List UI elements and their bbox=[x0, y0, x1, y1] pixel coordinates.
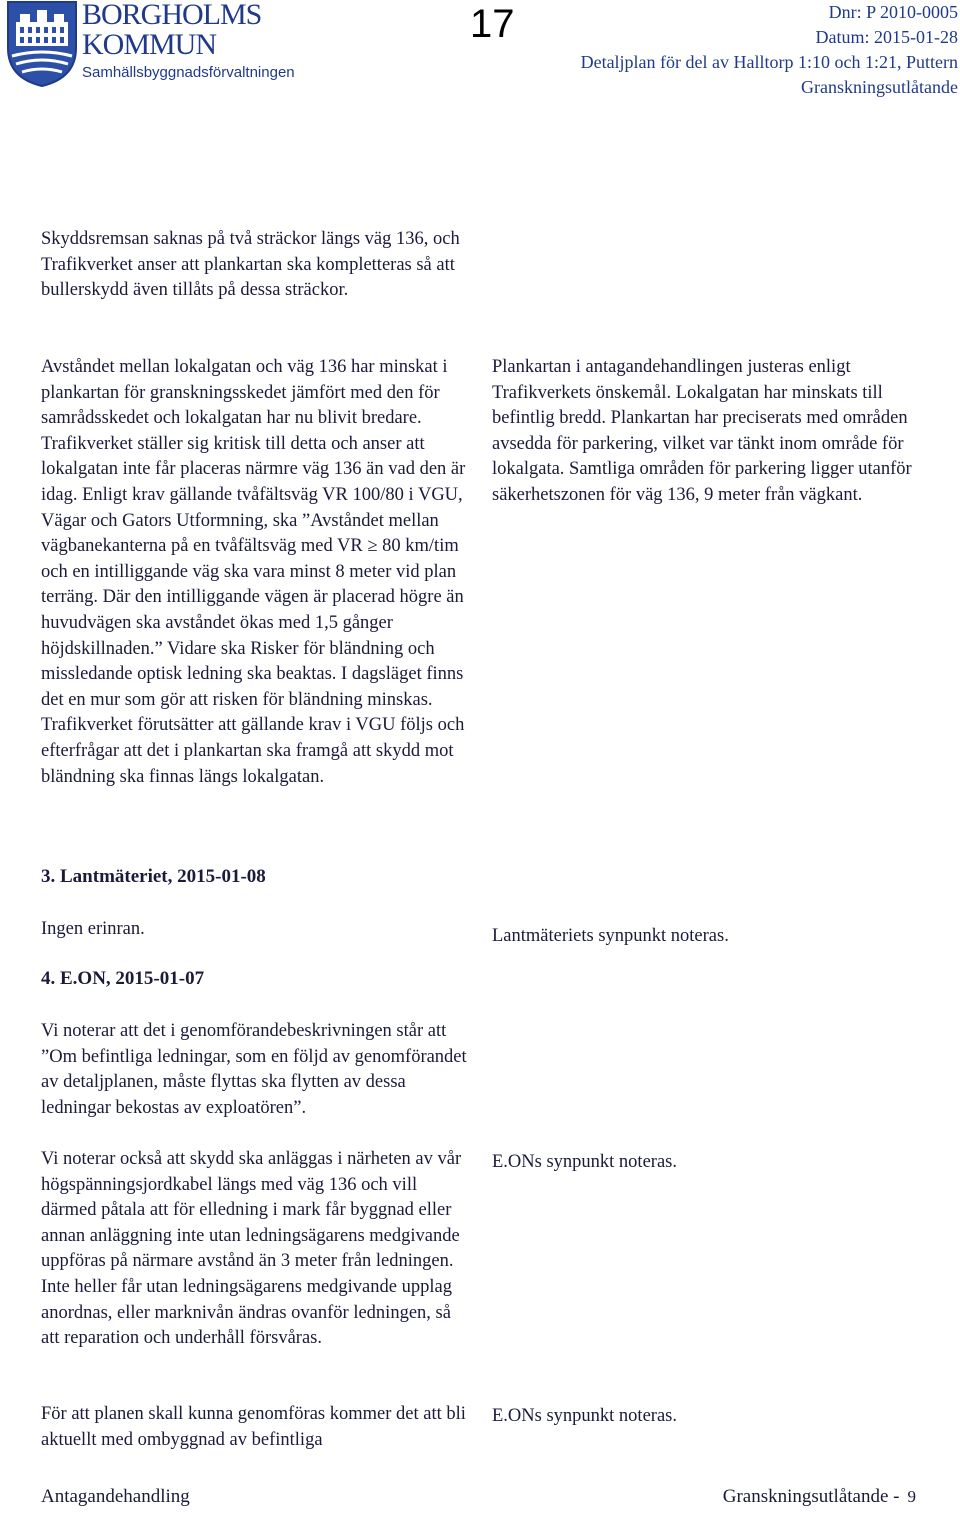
dnr: Dnr: P 2010-0005 bbox=[828, 2, 958, 22]
response-eon-2: E.ONs synpunkt noteras. bbox=[492, 1406, 677, 1426]
paragraph-ingen-erinran: Ingen erinran. bbox=[41, 919, 145, 939]
response-eon-1: E.ONs synpunkt noteras. bbox=[492, 1152, 677, 1172]
borgholm-logo bbox=[4, 0, 80, 88]
paragraph-eon-ledningar: Vi noterar att det i genomförandebeskrivningen står att ”Om befintliga ledningar, som en följd av genomförandet av detaljplanen, måste flyttas ska flytten av dessa ledningar bekostas av exploatören”. bbox=[41, 1021, 467, 1118]
organization-name bbox=[82, 0, 295, 81]
footer-doc-name bbox=[723, 1486, 916, 1508]
paragraph-eon-ombyggnad: För att planen skall kunna genomföras kommer det att bli aktuellt med ombyggnad av befintliga bbox=[41, 1404, 466, 1450]
footer-page-number: 9 bbox=[907, 1487, 916, 1506]
org-line-1: BORGHOLMS bbox=[82, 0, 262, 31]
heading-eon: 4. E.ON, 2015-01-07 bbox=[41, 968, 205, 989]
org-department: Samhällsbyggnadsförvaltningen bbox=[82, 64, 295, 81]
paragraph-eon-skydd: Vi noterar också att skydd ska anläggas i närheten av vår högspänningsjordkabel längs med väg 136 och vill därmed påtala att för elledning i mark får byggnad eller annan anläggning inte utan ledningsägarens medgivande uppföras på närmare avstånd än 3 meter från ledningen. Inte heller får utan ledningsägarens medgivande upplag anordnas, eller marknivån ändras ovanför ledningen, så att reparation och underhåll försvåras. bbox=[41, 1149, 462, 1349]
footer-doc-title: Granskningsutlåtande - bbox=[722, 1486, 900, 1507]
paragraph-skyddsremsa: Skyddsremsan saknas på två sträckor längs väg 136, och Trafikverket anser att plankartan ska kompletteras så att bullerskydd även tillåts på dessa sträckor. bbox=[41, 229, 460, 301]
heading-lantmateriet: 3. Lantmäteriet, 2015-01-08 bbox=[41, 866, 266, 887]
document-header-info bbox=[581, 0, 958, 100]
org-line-2: KOMMUN bbox=[82, 28, 217, 61]
paragraph-avstand: Avståndet mellan lokalgatan och väg 136 har minskat i plankartan för granskningsskedet jämfört med den för samrådsskedet och lokalgatan har nu blivit bredare. Trafikverket ställer sig kritisk till detta och anser att lokalgatan inte får placeras närmre väg 136 än vad den är idag. Enligt krav gällande tvåfältsväg VR 100/80 i VGU, Vägar och Gators Utformning, ska ”Avståndet mellan vägbanekanterna på en tvåfältsväg med VR ≥ 80 km/tim och en intilliggande väg ska vara minst 8 meter vid plan terräng. Där den intilliggande vägen är placerad högre än huvudvägen ska avståndet ökas med 1,5 gånger höjdskillnaden.” Vidare ska Risker för bländning och missledande optisk ledning ska beaktas. I dagsläget finns det en mur som gör att risken för bländning minskas. Trafikverket förutsätter att gällande krav i VGU följs och efterfrågar att det i plankartan ska framgå att skydd mot bländning ska finnas längs lokalgatan. bbox=[41, 357, 466, 787]
response-avstand: Plankartan i antagandehandlingen justeras enligt Trafikverkets önskemål. Lokalgatan har minskats till befintlig bredd. Plankartan har preciserats med områden avsedda för parkering, vilket var tänkt inom område för lokalgata. Samtliga områden för parkering ligger utanför säkerhetszonen för väg 136, 9 meter från vägkant. bbox=[492, 357, 912, 505]
plan-title: Detaljplan för del av Halltorp 1:10 och 1:21, Puttern bbox=[580, 52, 958, 72]
section-page-number: 17 bbox=[470, 2, 515, 46]
response-lantmateriet: Lantmäteriets synpunkt noteras. bbox=[492, 926, 729, 946]
datum: Datum: 2015-01-28 bbox=[815, 27, 958, 47]
document-type: Granskningsutlåtande bbox=[801, 77, 958, 97]
footer-doc-stage: Antagandehandling bbox=[41, 1486, 190, 1507]
